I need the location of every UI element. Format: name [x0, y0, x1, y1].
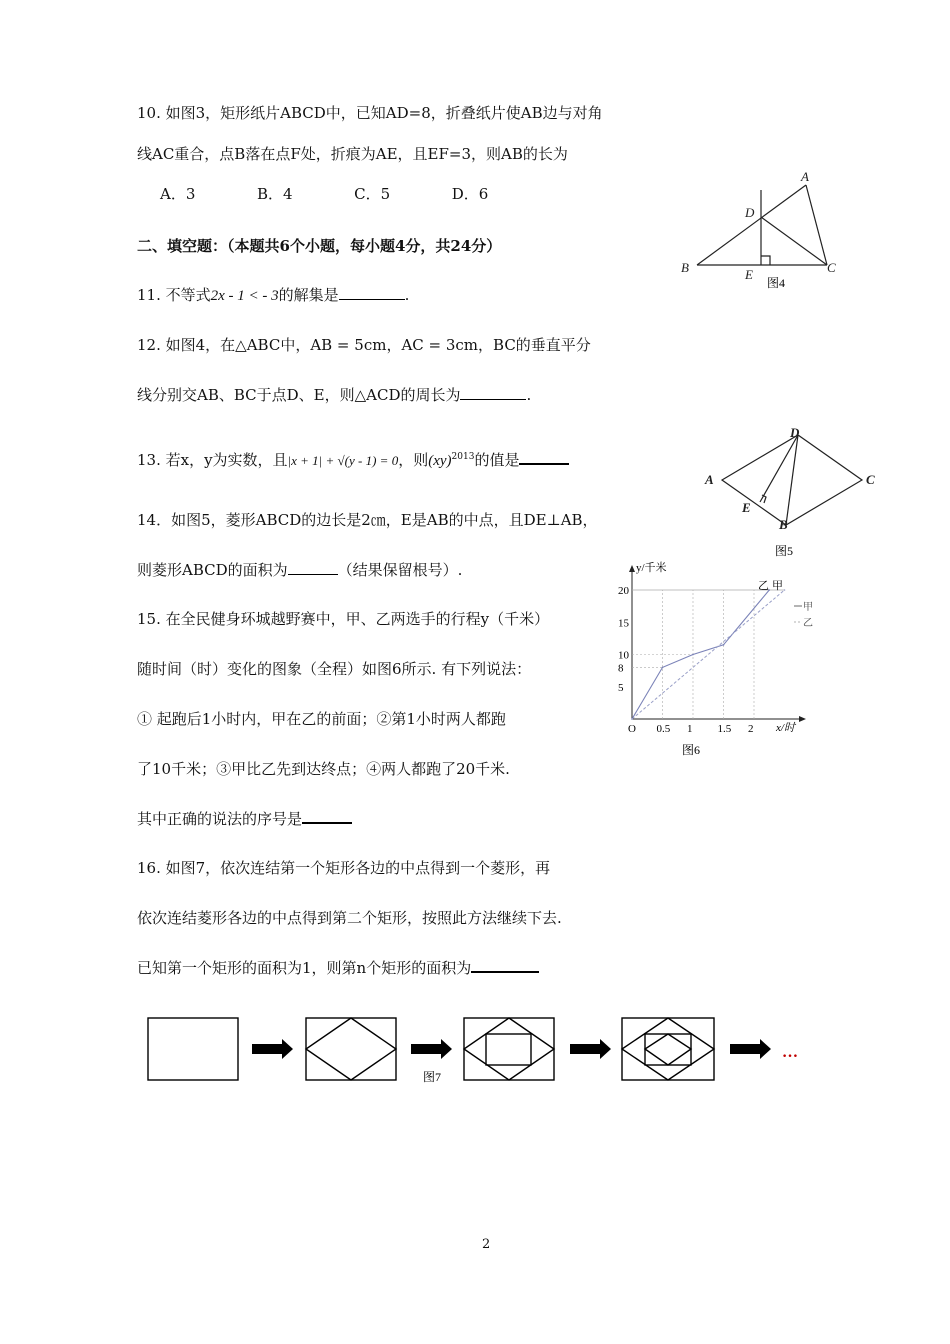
fig6-y-tick: 15	[618, 617, 629, 630]
fig6-point-jia	[692, 654, 694, 656]
q10-line2: 线AC重合，点B落在点F处，折痕为AE，且EF=3，则AB的长为	[137, 145, 568, 163]
q14-note: （结果保留根号）.	[337, 561, 463, 579]
fig7-arrow-3	[570, 1039, 611, 1059]
q15-line5	[137, 808, 352, 830]
fig7-rect-4	[622, 1018, 714, 1080]
fig6-y-tick: 8	[618, 662, 624, 675]
fig7-rhombus-4	[622, 1018, 714, 1080]
fig5-label-b: B	[779, 517, 788, 532]
figure-4	[675, 165, 850, 290]
fig5-label-c: C	[866, 472, 875, 487]
q15-line4: 了10千米；③甲比乙先到达终点；④两人都跑了20千米.	[137, 760, 510, 778]
fig6-point-jia	[662, 667, 664, 669]
fig7-arrow-2	[411, 1039, 452, 1059]
fig7-inner-rhombus-4	[645, 1034, 691, 1065]
fig6-y-arrow	[629, 565, 635, 572]
q11-text: 11. 不等式	[137, 286, 211, 304]
q15-answer-blank[interactable]	[302, 808, 352, 824]
q13-tail: 的值是	[474, 451, 520, 469]
fig6-y-label: y/千米	[636, 562, 667, 574]
fig7-rhombus-2	[306, 1018, 396, 1080]
q10-option-a: A．3	[160, 185, 196, 203]
fig6-point-yi	[784, 589, 786, 591]
fig7-rhombus-3	[464, 1018, 554, 1080]
q16-answer-blank[interactable]	[471, 957, 539, 973]
fig7-rect-1	[148, 1018, 238, 1080]
q12-line1: 12. 如图4，在△ABC中，AB = 5cm，AC = 3cm，BC的垂直平分	[137, 336, 591, 354]
q16-line3-text: 已知第一个矩形的面积为1，则第n个矩形的面积为	[137, 959, 472, 977]
fig6-caption: 图6	[682, 743, 701, 757]
fig7-rect-2	[306, 1018, 396, 1080]
fig6-series-yi	[632, 590, 785, 719]
fig6-grid	[632, 590, 785, 719]
fig6-x-tick: 1	[687, 723, 693, 735]
fig4-side-ba	[697, 185, 806, 265]
section-heading: 二、填空题：（本题共6个小题，每小题4分，共24分）	[137, 237, 502, 255]
fig4-label-d: D	[745, 205, 755, 220]
fig7-ellipsis: …	[782, 1044, 798, 1061]
q10-option-c: C．5	[354, 185, 391, 203]
fig6-x-tick: 2	[748, 723, 754, 735]
q12-end: .	[526, 386, 532, 404]
fig4-label-b: B	[681, 260, 689, 275]
fig5-caption: 图5	[775, 544, 794, 558]
fig7-arrow-4	[730, 1039, 771, 1059]
q13	[137, 446, 569, 472]
q11-tail: 的解集是	[278, 286, 339, 304]
fig4-side-ac	[806, 185, 827, 265]
q13-power: (xy)	[428, 453, 452, 469]
fig6-x-tick: O	[628, 723, 636, 735]
q13-text: 13. 若x，y为实数，且	[137, 451, 288, 469]
fig5-segment-de	[760, 435, 798, 502]
fig6-point-yi	[631, 718, 633, 720]
q15-line5-text: 其中正确的说法的序号是	[137, 810, 303, 828]
q14-line1: 14．如图5，菱形ABCD的边长是2㎝，E是AB的中点，且DE⊥AB，	[137, 511, 598, 529]
figure-5	[700, 425, 890, 565]
fig6-x-tick: 1.5	[717, 723, 732, 735]
q10-line1: 10. 如图3，矩形纸片ABCD中，已知AD=8，折叠纸片使AB边与对角	[137, 104, 603, 122]
fig6-legend-jia: 甲	[803, 602, 813, 613]
q13-expression: |x + 1| + √(y - 1) = 0	[287, 453, 399, 468]
fig6-point-jia	[723, 644, 725, 646]
figure-6-chart	[612, 555, 832, 760]
fig6-ticks	[618, 585, 754, 735]
fig4-label-c: C	[827, 260, 836, 275]
q15-line3: ① 起跑后1小时内，甲在乙的前面；②第1小时两人都跑	[137, 710, 506, 728]
q11	[137, 284, 409, 307]
q12-answer-blank[interactable]	[460, 385, 526, 400]
fig6-legend-yi: 乙	[803, 618, 813, 629]
fig7-caption: 图7	[423, 1070, 442, 1084]
q11-answer-blank[interactable]	[339, 285, 405, 300]
fig4-segment-dc	[761, 217, 827, 265]
q10-options	[160, 183, 488, 205]
fig4-right-angle	[761, 256, 770, 265]
fig7-rect-3	[464, 1018, 554, 1080]
q16-line3	[137, 957, 539, 979]
q13-exponent: 2013	[451, 452, 475, 462]
fig6-top-label-jia: 甲	[772, 580, 783, 592]
fig7-arrow-1	[252, 1039, 293, 1059]
fig4-caption: 图4	[767, 276, 786, 290]
fig5-label-d: D	[790, 425, 800, 440]
fig4-label-e: E	[745, 267, 753, 282]
fig6-y-tick: 10	[618, 649, 629, 662]
fig6-x-tick: 0.5	[656, 723, 671, 735]
q11-end: .	[404, 286, 410, 304]
q15-line1: 15. 在全民健身环城越野赛中，甲、乙两选手的行程y（千米）	[137, 610, 550, 628]
q10-option-d: D．6	[451, 185, 489, 203]
q12-line2-text: 线分别交AB、BC于点D、E，则△ACD的周长为	[137, 386, 461, 404]
page-number: 2	[482, 1237, 491, 1252]
q15-line2: 随时间（时）变化的图象（全程）如图6所示. 有下列说法：	[137, 660, 532, 678]
q13-mid: ，则	[398, 451, 429, 469]
fig5-diagonal-db	[786, 435, 798, 525]
q11-expression: 2x - 1 < - 3	[210, 288, 279, 304]
q16-line1: 16. 如图7，依次连结第一个矩形各边的中点得到一个菱形，再	[137, 859, 551, 877]
fig5-label-e: E	[742, 500, 751, 515]
fig7-inner-rect-3	[486, 1034, 531, 1065]
q14-answer-blank[interactable]	[288, 560, 338, 575]
fig6-y-tick: 5	[618, 681, 624, 694]
q13-answer-blank[interactable]	[519, 449, 569, 465]
fig6-x-arrow	[799, 716, 806, 722]
fig6-y-tick: 20	[618, 585, 629, 597]
fig6-x-label: x/时	[776, 722, 795, 734]
fig4-label-a: A	[801, 169, 809, 184]
q10-option-b: B．4	[256, 185, 293, 203]
q14-line2	[137, 559, 462, 581]
fig5-label-a: A	[705, 472, 714, 487]
fig6-top-label-yi: 乙	[758, 580, 769, 592]
fig6-series	[631, 589, 785, 720]
q14-line2-text: 则菱形ABCD的面积为	[137, 561, 288, 579]
q12-line2	[137, 384, 531, 406]
q16-line2: 依次连结菱形各边的中点得到第二个矩形，按照此方法继续下去.	[137, 909, 562, 927]
figure-7	[140, 1010, 820, 1090]
fig7-inner-rect-4	[645, 1034, 691, 1065]
